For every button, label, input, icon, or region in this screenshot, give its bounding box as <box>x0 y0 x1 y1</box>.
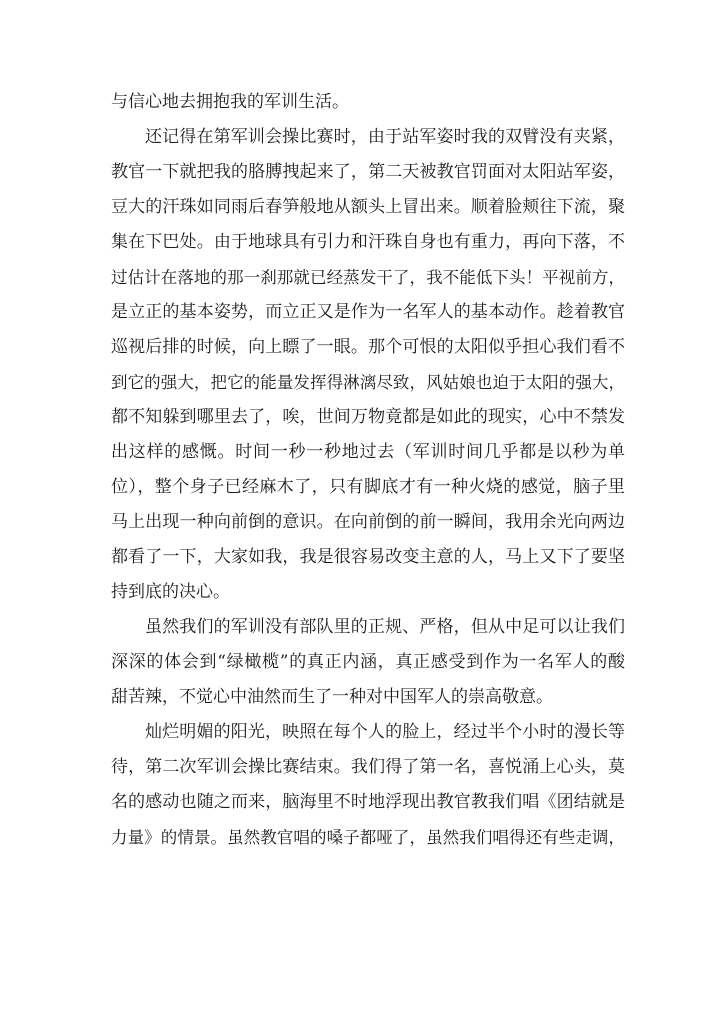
text-line: 集在下巴处。由于地球具有引力和汗珠自身也有重力，再向下落，不 <box>111 232 625 252</box>
body-text <box>111 85 625 855</box>
text-line: 力量》的情景。虽然教官唱的嗓子都哑了，虽然我们唱得还有些走调， <box>111 828 625 847</box>
text-line: 出这样的感慨。时间一秒一秒地过去（军训时间几乎都是以秒为单 <box>111 442 625 462</box>
text-line: 马上出现一种向前倒的意识。在向前倒的前一瞬间，我用余光向两边 <box>111 512 625 532</box>
text-line: 是立正的基本姿势，而立正又是作为一名军人的基本动作。趁着教官 <box>111 302 625 322</box>
text-line: 位），整个身子已经麻木了，只有脚底才有一种火烧的感觉，脑子里 <box>111 477 625 497</box>
text-line: 甜苦辣，不觉心中油然而生了一种对中国军人的崇高敬意。 <box>111 687 553 707</box>
text-line: 都看了一下，大家如我，我是很容易改变主意的人，马上又下了要坚 <box>111 547 625 567</box>
text-line: 豆大的汗珠如同雨后春笋般地从额头上冒出来。顺着脸颊往下流，聚 <box>111 197 625 217</box>
text-line: 巡视后排的时候，向上瞟了一眼。那个可恨的太阳似乎担心我们看不 <box>111 337 625 357</box>
text-line: 待，第二次军训会操比赛结束。我们得了第一名，喜悦涌上心头，莫 <box>111 757 625 777</box>
text-line: 持到底的决心。 <box>111 582 230 602</box>
text-line: 到它的强大，把它的能量发挥得淋漓尽致，风姑娘也迫于太阳的强大， <box>111 373 625 392</box>
text-line: 过估计在落地的那一刹那就已经蒸发干了，我不能低下头！平视前方， <box>111 268 625 287</box>
text-line: 灿烂明媚的阳光，映照在每个人的脸上，经过半个小时的漫长等 <box>145 722 625 742</box>
text-line: 都不知躲到哪里去了，唉，世间万物竟都是如此的现实，心中不禁发 <box>111 407 625 427</box>
text-line: 深深的体会到“绿橄榄”的真正内涵，真正感受到作为一名军人的酸 <box>111 652 625 672</box>
text-line: 与信心地去拥抱我的军训生活。 <box>111 92 349 112</box>
text-line: 名的感动也随之而来，脑海里不时地浮现出教官教我们唱《团结就是 <box>111 792 625 812</box>
text-line: 还记得在第军训会操比赛时，由于站军姿时我的双臂没有夹紧， <box>145 127 625 147</box>
text-line: 教官一下就把我的胳膊拽起来了，第二天被教官罚面对太阳站军姿， <box>111 162 625 182</box>
text-line: 虽然我们的军训没有部队里的正规、严格，但从中足可以让我们 <box>145 617 625 637</box>
